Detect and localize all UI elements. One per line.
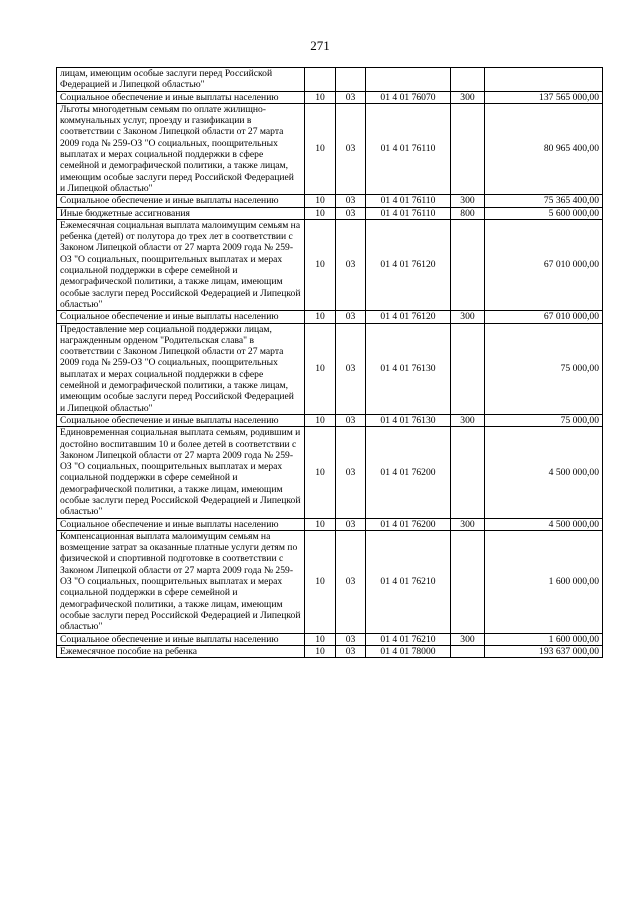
row-subsection: 03 [336,633,366,645]
row-name: лицам, имеющим особые заслуги перед Российской Федерацией и Липецкой областью" [57,68,305,92]
row-section: 10 [305,427,336,518]
row-section: 10 [305,195,336,207]
row-amount: 67 010 000,00 [485,219,603,310]
row-subsection: 03 [336,323,366,414]
table-row [57,414,603,426]
table-row [57,91,603,103]
row-target-code: 01 4 01 76110 [366,207,451,219]
row-subsection: 03 [336,91,366,103]
row-expense-type: 300 [451,518,485,530]
table-row [57,633,603,645]
row-amount: 5 600 000,00 [485,207,603,219]
row-section: 10 [305,530,336,633]
row-section: 10 [305,103,336,194]
table-row [57,68,603,92]
row-section: 10 [305,219,336,310]
row-expense-type [451,530,485,633]
row-target-code: 01 4 01 76200 [366,427,451,518]
table-row [57,207,603,219]
row-name: Предоставление мер социальной поддержки лицам, награжденным орденом "Родительская слава" в соответствии с Законом Липецкой области от 27 марта 2009 года № 259-ОЗ "О социальных, поощрительных выплатах и мерах социальной поддержки в сфере семейной и демографической политики, а также лицам, имеющим особые заслуги перед Российской Федерацией и Липецкой областью" [57,323,305,414]
row-target-code: 01 4 01 78000 [366,645,451,657]
row-section: 10 [305,311,336,323]
row-subsection: 03 [336,103,366,194]
row-amount: 75 365 400,00 [485,195,603,207]
table-row [57,195,603,207]
row-subsection: 03 [336,219,366,310]
page-number: 271 [310,38,330,53]
row-section: 10 [305,645,336,657]
row-expense-type [451,103,485,194]
row-expense-type [451,68,485,92]
table-row [57,518,603,530]
table-row [57,219,603,310]
row-amount: 4 500 000,00 [485,518,603,530]
row-expense-type: 300 [451,195,485,207]
row-subsection: 03 [336,645,366,657]
row-amount: 67 010 000,00 [485,311,603,323]
row-expense-type: 800 [451,207,485,219]
row-name: Компенсационная выплата малоимущим семьям на возмещение затрат за оказанные платные услуги детям по физической и спортивной подготовке в соответствии с Законом Липецкой области от 27 марта 2009 года № 259-ОЗ "О социальных, поощрительных выплатах и мерах социальной поддержки в сфере семейной и демографической политики, а также лицам, имеющим особые заслуги перед Российской Федерацией и Липецкой областью" [57,530,305,633]
row-section: 10 [305,518,336,530]
row-name: Иные бюджетные ассигнования [57,207,305,219]
row-target-code [366,68,451,92]
row-expense-type: 300 [451,633,485,645]
row-subsection: 03 [336,530,366,633]
row-name: Социальное обеспечение и иные выплаты населению [57,91,305,103]
row-section: 10 [305,323,336,414]
row-name: Льготы многодетным семьям по оплате жилищно-коммунальных услуг, проезду и газификации в соответствии с Законом Липецкой области от 27 марта 2009 года № 259-ОЗ "О социальных, поощрительных выплатах и мерах социальной поддержки в сфере семейной и демографической политики, а также лицам, имеющим особые заслуги перед Российской Федерацией и Липецкой областью" [57,103,305,194]
row-name: Социальное обеспечение и иные выплаты населению [57,195,305,207]
row-name: Ежемесячная социальная выплата малоимущим семьям на ребенка (детей) от полутора до трех лет в соответствии с Законом Липецкой области от 27 марта 2009 года № 259-ОЗ "О социальных, поощрительных выплатах и мерах социальной поддержки в сфере семейной и демографической политики, а также лицам, имеющим особые заслуги перед Российской Федерацией и Липецкой областью" [57,219,305,310]
row-target-code: 01 4 01 76210 [366,530,451,633]
row-section: 10 [305,207,336,219]
row-name: Социальное обеспечение и иные выплаты населению [57,518,305,530]
row-subsection: 03 [336,207,366,219]
row-amount: 80 965 400,00 [485,103,603,194]
row-subsection: 03 [336,311,366,323]
row-name: Социальное обеспечение и иные выплаты населению [57,311,305,323]
row-amount: 1 600 000,00 [485,633,603,645]
row-target-code: 01 4 01 76130 [366,323,451,414]
row-subsection: 03 [336,195,366,207]
row-amount [485,68,603,92]
row-subsection [336,68,366,92]
row-expense-type: 300 [451,311,485,323]
row-target-code: 01 4 01 76110 [366,195,451,207]
row-amount: 75 000,00 [485,323,603,414]
table-row [57,311,603,323]
row-amount: 137 565 000,00 [485,91,603,103]
row-target-code: 01 4 01 76200 [366,518,451,530]
row-section: 10 [305,414,336,426]
row-name: Ежемесячное пособие на ребенка [57,645,305,657]
table-row [57,645,603,657]
table-row [57,427,603,518]
row-target-code: 01 4 01 76070 [366,91,451,103]
row-name: Единовременная социальная выплата семьям, родившим и достойно воспитавшим 10 и более детей в соответствии с Законом Липецкой области от 27 марта 2009 года № 259-ОЗ "О социальных, поощрительных выплатах и мерах социальной поддержки в сфере семейной и демографической политики, а также лицам, имеющим особые заслуги перед Российской Федерацией и Липецкой областью" [57,427,305,518]
row-target-code: 01 4 01 76120 [366,219,451,310]
row-name: Социальное обеспечение и иные выплаты населению [57,633,305,645]
row-amount: 1 600 000,00 [485,530,603,633]
row-subsection: 03 [336,414,366,426]
row-name: Социальное обеспечение и иные выплаты населению [57,414,305,426]
row-section [305,68,336,92]
row-target-code: 01 4 01 76120 [366,311,451,323]
row-target-code: 01 4 01 76110 [366,103,451,194]
row-amount: 75 000,00 [485,414,603,426]
table-row [57,530,603,633]
row-expense-type [451,427,485,518]
table-row [57,323,603,414]
row-expense-type [451,219,485,310]
row-target-code: 01 4 01 76210 [366,633,451,645]
row-expense-type: 300 [451,414,485,426]
table-row [57,103,603,194]
row-expense-type [451,323,485,414]
row-expense-type: 300 [451,91,485,103]
row-subsection: 03 [336,518,366,530]
row-section: 10 [305,91,336,103]
row-amount: 4 500 000,00 [485,427,603,518]
row-section: 10 [305,633,336,645]
row-target-code: 01 4 01 76130 [366,414,451,426]
row-expense-type [451,645,485,657]
budget-table [56,67,603,658]
row-amount: 193 637 000,00 [485,645,603,657]
row-subsection: 03 [336,427,366,518]
